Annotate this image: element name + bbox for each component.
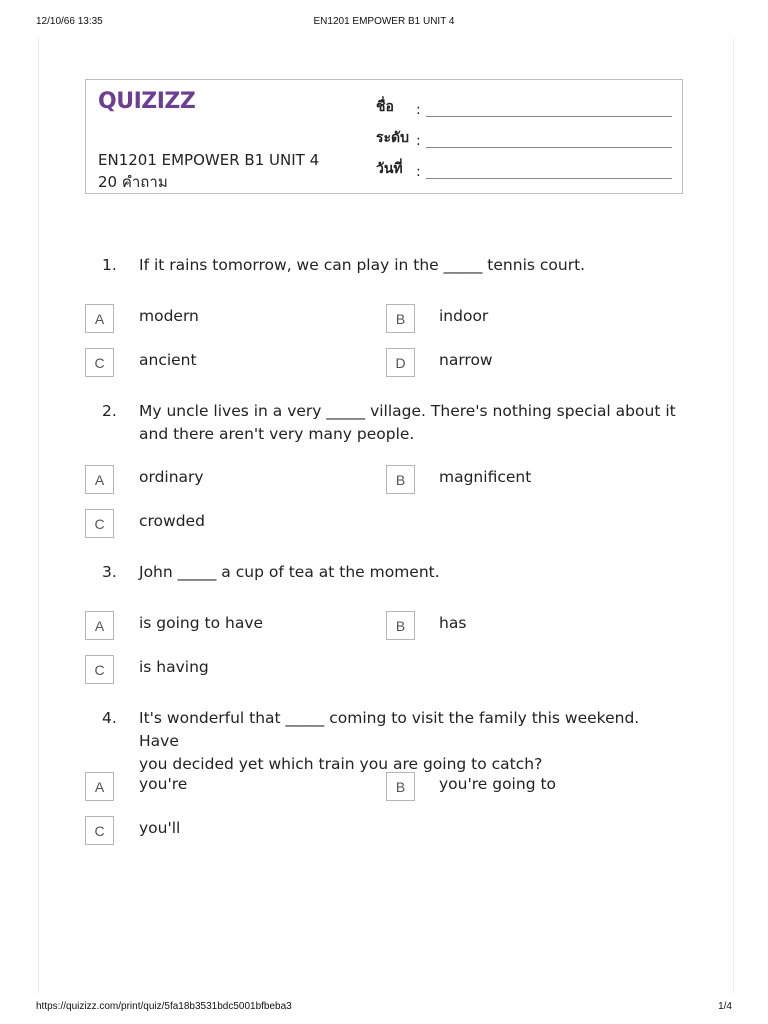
quiz-header-box bbox=[85, 79, 683, 194]
question-line: and there aren't very many people. bbox=[139, 425, 415, 443]
option-letter-box[interactable]: C bbox=[85, 655, 114, 684]
quiz-title: EN1201 EMPOWER B1 UNIT 4 bbox=[98, 151, 320, 169]
option-letter-box[interactable]: B bbox=[386, 304, 415, 333]
option-text: ancient bbox=[139, 351, 197, 369]
option-letter-box[interactable]: C bbox=[85, 509, 114, 538]
option-letter-box[interactable]: B bbox=[386, 611, 415, 640]
field-colon: : bbox=[416, 102, 421, 118]
question-line: If it rains tomorrow, we can play in the _____ tennis court. bbox=[139, 256, 586, 274]
question-text bbox=[139, 400, 684, 446]
quizizz-logo: QUIZIZZ bbox=[98, 89, 196, 114]
option-letter-box[interactable]: C bbox=[85, 816, 114, 845]
option-text: magnificent bbox=[439, 468, 532, 486]
question-number: 1. bbox=[102, 256, 117, 274]
option-text: indoor bbox=[439, 307, 489, 325]
question-text bbox=[139, 707, 684, 776]
print-datetime: 12/10/66 13:35 bbox=[36, 16, 103, 27]
option-letter-box[interactable]: A bbox=[85, 611, 114, 640]
option-text: narrow bbox=[439, 351, 493, 369]
option-letter-box[interactable]: B bbox=[386, 772, 415, 801]
question-number: 4. bbox=[102, 709, 117, 727]
option-letter-box[interactable]: A bbox=[85, 304, 114, 333]
level-field bbox=[376, 129, 672, 149]
option-text: you'll bbox=[139, 819, 181, 837]
print-title: EN1201 EMPOWER B1 UNIT 4 bbox=[313, 16, 455, 27]
option-letter-box[interactable]: D bbox=[386, 348, 415, 377]
option-text: modern bbox=[139, 307, 199, 325]
field-label: ชื่อ bbox=[376, 99, 394, 115]
option-letter-box[interactable]: C bbox=[85, 348, 114, 377]
print-url[interactable]: https://quizizz.com/print/quiz/5fa18b3531bdc5001bfbeba3 bbox=[36, 1001, 292, 1012]
question-text bbox=[139, 561, 684, 584]
option-letter-box[interactable]: B bbox=[386, 465, 415, 494]
option-letter-box[interactable]: A bbox=[85, 772, 114, 801]
question-line: It's wonderful that _____ coming to visit the family this weekend. Have bbox=[139, 709, 640, 750]
question-count: 20 คำถาม bbox=[98, 173, 168, 191]
date-field bbox=[376, 160, 672, 180]
question-line: My uncle lives in a very _____ village. There's nothing special about it bbox=[139, 402, 676, 420]
option-text: is going to have bbox=[139, 614, 264, 632]
option-text: you're going to bbox=[439, 775, 557, 793]
page-number: 1/4 bbox=[718, 1001, 732, 1012]
option-text: ordinary bbox=[139, 468, 204, 486]
option-text: crowded bbox=[139, 512, 205, 530]
field-blank-line bbox=[426, 116, 672, 117]
question-line: you decided yet which train you are going to catch? bbox=[139, 755, 543, 773]
option-text: has bbox=[439, 614, 467, 632]
field-label: วันที่ bbox=[376, 161, 403, 177]
field-blank-line bbox=[426, 178, 672, 179]
option-text: you're bbox=[139, 775, 188, 793]
question-line: John _____ a cup of tea at the moment. bbox=[139, 563, 440, 581]
question-number: 2. bbox=[102, 402, 117, 420]
question-text bbox=[139, 254, 684, 277]
option-letter-box[interactable]: A bbox=[85, 465, 114, 494]
field-label: ระดับ bbox=[376, 130, 410, 146]
question-number: 3. bbox=[102, 563, 117, 581]
name-field bbox=[376, 98, 672, 118]
field-blank-line bbox=[426, 147, 672, 148]
option-text: is having bbox=[139, 658, 209, 676]
field-colon: : bbox=[416, 164, 421, 180]
field-colon: : bbox=[416, 133, 421, 149]
